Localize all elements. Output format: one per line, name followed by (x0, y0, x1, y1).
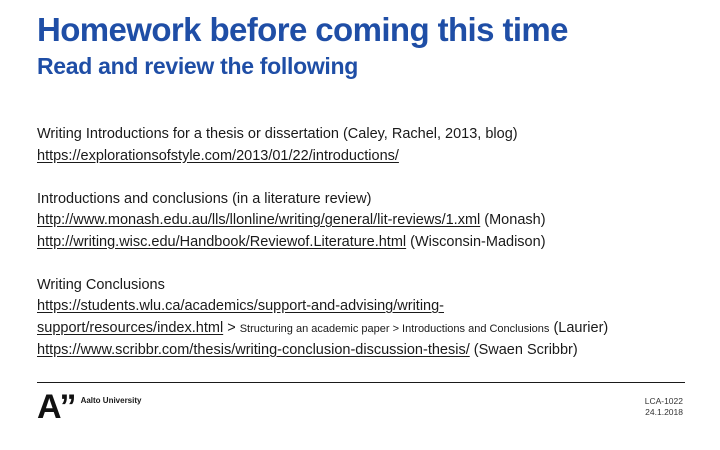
link-line (37, 232, 687, 254)
path-separator: > (223, 319, 240, 336)
link-line (37, 318, 687, 341)
section-introductions-thesis (37, 124, 687, 167)
source-note: (Laurier) (549, 319, 609, 336)
wisc-link[interactable]: http://writing.wisc.edu/Handbook/Reviewof.Literature.html (37, 233, 407, 250)
slide-title: Homework before coming this time (37, 11, 568, 48)
laurier-link-part1[interactable]: https://students.wlu.ca/academics/support-and-advising/writing- (37, 298, 444, 314)
source-note: (Wisconsin-Madison) (406, 233, 546, 250)
aalto-logo-text: Aalto University (80, 396, 142, 405)
link-line (37, 340, 687, 362)
explorationsofstyle-link[interactable]: https://explorationsofstyle.com/2013/01/22/introductions/ (37, 147, 399, 164)
aalto-logo (37, 388, 142, 426)
laurier-link-part2[interactable]: support/resources/index.html (37, 319, 224, 336)
path-breadcrumb: Structuring an academic paper > Introductions and Conclusions (239, 322, 550, 335)
scribbr-link[interactable]: https://www.scribbr.com/thesis/writing-conclusion-discussion-thesis/ (37, 342, 470, 358)
section-heading: Introductions and conclusions (in a literature review) (37, 190, 372, 207)
section-heading: Writing Introductions for a thesis or dissertation (37, 126, 339, 142)
link-line (37, 210, 687, 232)
slide-subtitle: Read and review the following (37, 53, 359, 79)
link-line (37, 146, 687, 168)
citation-note: (Caley, Rachel, 2013, blog) (338, 126, 518, 142)
slide-date: 24.1.2018 (645, 407, 683, 417)
slide-body (37, 124, 687, 383)
footer-divider (37, 382, 685, 383)
source-note: (Monash) (480, 212, 546, 228)
section-heading-line (37, 124, 687, 146)
link-line (37, 296, 687, 318)
monash-link[interactable]: http://www.monash.edu.au/lls/llonline/writing/general/lit-reviews/1.xml (37, 212, 481, 228)
footer-reference (645, 396, 683, 418)
course-code: LCA-1022 (644, 396, 683, 406)
section-heading: Writing Conclusions (37, 276, 165, 293)
section-literature-review (37, 189, 687, 254)
source-note: (Swaen Scribbr) (469, 342, 578, 358)
section-writing-conclusions (37, 275, 687, 362)
aalto-logo-mark: A” (37, 388, 75, 426)
